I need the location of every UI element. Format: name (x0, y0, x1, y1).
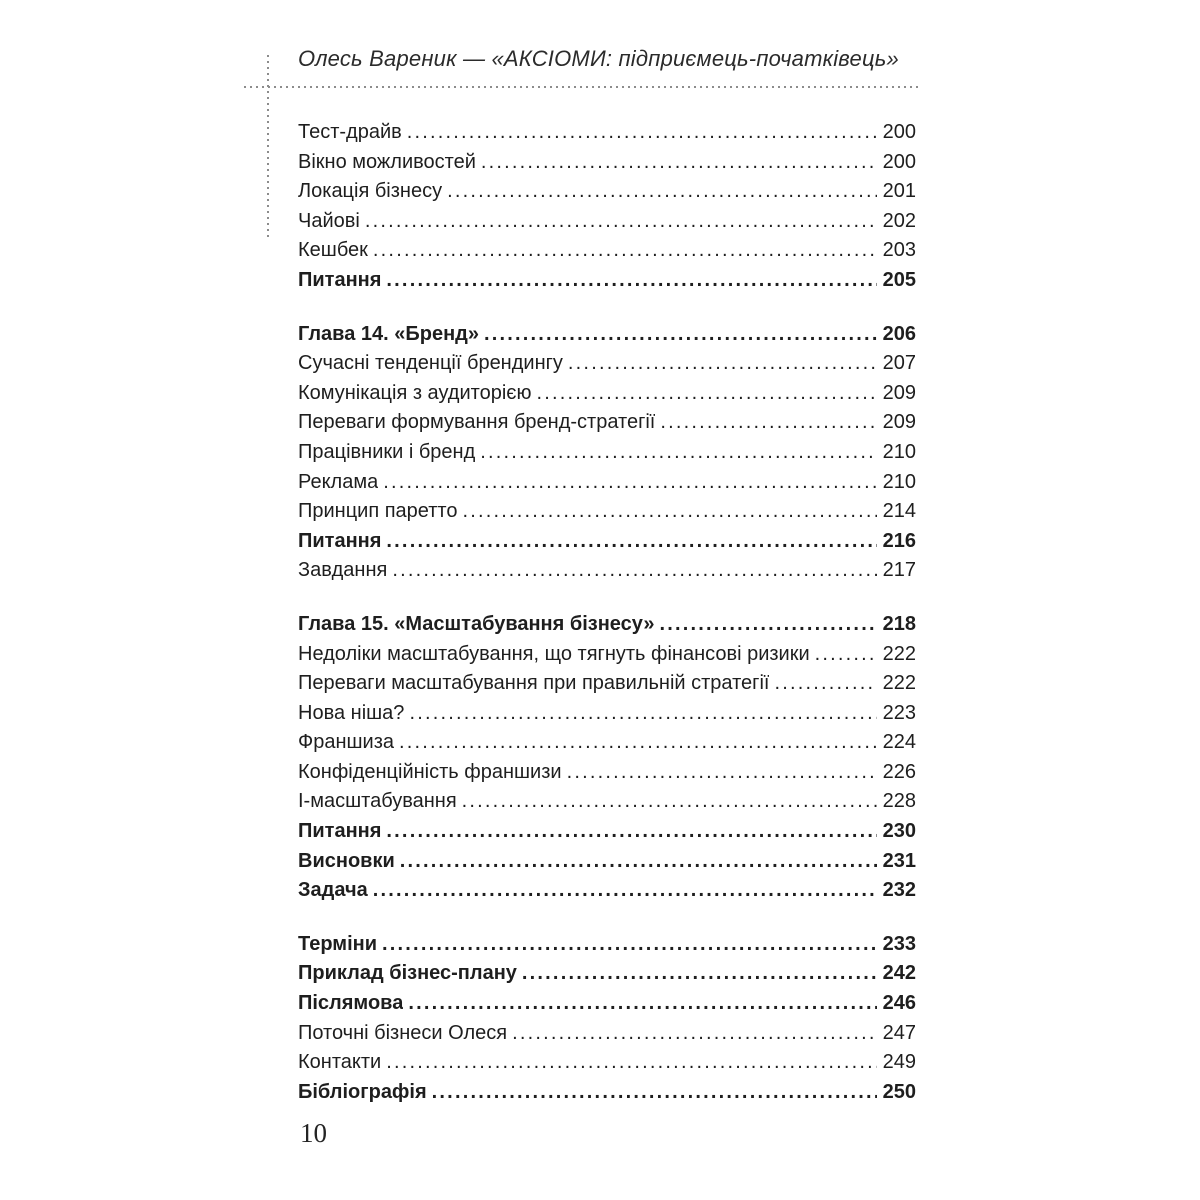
dot-leader (512, 1019, 877, 1049)
toc-entry (298, 118, 916, 148)
toc-entry-page-number: 205 (882, 268, 916, 291)
horizontal-dotted-rule (244, 86, 922, 88)
toc-entry (298, 468, 916, 498)
toc-entry-page-number: 210 (882, 470, 916, 493)
toc-entry-page-number: 224 (882, 731, 916, 754)
toc-entry (298, 497, 916, 527)
toc-entry (298, 640, 916, 670)
toc-entry-page-number: 247 (882, 1021, 916, 1044)
toc-entry (298, 787, 916, 817)
dot-leader (400, 847, 877, 877)
toc-entry-page-number: 226 (882, 760, 916, 783)
toc-entry (298, 989, 916, 1019)
toc-entry-page-number: 228 (882, 790, 916, 813)
toc-entry-label: Реклама (298, 470, 379, 493)
dot-leader (660, 408, 876, 438)
toc-entry-label: Конфіденційність франшизи (298, 760, 562, 783)
dot-leader (373, 236, 877, 266)
dot-leader (386, 817, 876, 847)
toc-entry (298, 817, 916, 847)
toc-entry-page-number: 200 (882, 150, 916, 173)
toc-entry-label: Нова ніша? (298, 701, 405, 724)
toc-section (298, 930, 916, 1108)
folio-page-number: 10 (300, 1118, 327, 1148)
dot-leader (480, 438, 876, 468)
dot-leader (383, 468, 876, 498)
toc-entry (298, 148, 916, 178)
dot-leader (386, 1048, 876, 1078)
toc-entry-page-number: 201 (882, 180, 916, 203)
toc-entry (298, 527, 916, 557)
dot-leader (365, 207, 877, 237)
toc-entry (298, 438, 916, 468)
toc-entry (298, 610, 916, 640)
toc-entry-label: Поточні бізнеси Олеся (298, 1021, 508, 1044)
toc-entry (298, 669, 916, 699)
toc-entry-label: Висновки (298, 849, 395, 872)
toc-entry-page-number: 231 (882, 849, 916, 872)
toc-entry (298, 207, 916, 237)
toc-entry (298, 379, 916, 409)
toc-entry-page-number: 242 (882, 962, 916, 985)
toc-entry-page-number: 232 (882, 879, 916, 902)
toc-entry-page-number: 249 (882, 1051, 916, 1074)
toc-entry-label: Питання (298, 529, 382, 552)
toc-entry-page-number: 214 (882, 500, 916, 523)
dot-leader (815, 640, 877, 670)
toc-entry-page-number: 200 (882, 121, 916, 143)
toc-entry-page-number: 202 (882, 209, 916, 232)
toc-entry-label: Питання (298, 820, 382, 843)
toc-entry-page-number: 223 (882, 701, 916, 724)
toc-entry (298, 930, 916, 960)
toc-entry (298, 699, 916, 729)
dot-leader (432, 1078, 877, 1108)
dot-leader (399, 728, 877, 758)
toc-entry-page-number: 209 (882, 381, 916, 404)
toc-entry (298, 1078, 916, 1108)
dot-leader (774, 669, 876, 699)
dot-leader (382, 930, 877, 960)
dot-leader (386, 266, 876, 296)
toc-entry-label: І-масштабування (298, 790, 457, 813)
dot-leader (481, 148, 877, 178)
toc-entry-page-number: 218 (882, 612, 916, 635)
toc-entry-page-number: 217 (882, 559, 916, 582)
toc-entry (298, 847, 916, 877)
dot-leader (386, 527, 876, 557)
toc-entry-label: Переваги масштабування при правильній стратегії (298, 672, 770, 695)
toc-entry-page-number: 203 (882, 239, 916, 262)
table-of-contents (298, 118, 916, 1107)
dot-leader (567, 758, 877, 788)
toc-entry-page-number: 250 (882, 1080, 916, 1103)
toc-entry (298, 1048, 916, 1078)
dot-leader (407, 118, 877, 148)
toc-entry (298, 758, 916, 788)
toc-entry-page-number: 216 (882, 529, 916, 552)
dot-leader (660, 610, 877, 640)
toc-entry-label: Недоліки масштабування, що тягнуть фінансові ризики (298, 642, 810, 665)
toc-entry (298, 349, 916, 379)
dot-leader (522, 959, 877, 989)
toc-entry (298, 556, 916, 586)
dot-leader (408, 989, 876, 1019)
toc-entry-label: Глава 14. «Бренд» (298, 322, 479, 345)
toc-entry-label: Локація бізнесу (298, 180, 443, 203)
toc-entry-label: Приклад бізнес-плану (298, 962, 517, 985)
toc-entry-label: Питання (298, 268, 382, 291)
toc-entry (298, 266, 916, 296)
dot-leader (373, 876, 877, 906)
toc-entry (298, 876, 916, 906)
dot-leader (484, 320, 877, 350)
toc-section (298, 320, 916, 586)
toc-entry-label: Працівники і бренд (298, 440, 476, 463)
dot-leader (462, 497, 876, 527)
toc-entry-label: Контакти (298, 1051, 382, 1074)
toc-entry (298, 236, 916, 266)
toc-entry-label: Сучасні тенденції брендингу (298, 352, 563, 375)
toc-entry (298, 177, 916, 207)
toc-entry-label: Завдання (298, 559, 388, 582)
dot-leader (462, 787, 877, 817)
toc-entry-label: Чайові (298, 209, 360, 232)
toc-entry-page-number: 246 (882, 992, 916, 1015)
toc-entry-label: Бібліографія (298, 1080, 427, 1103)
toc-entry-page-number: 222 (882, 672, 916, 695)
dot-leader (392, 556, 876, 586)
dot-leader (536, 379, 876, 409)
toc-entry-label: Комунікація з аудиторією (298, 381, 532, 404)
toc-entry-label: Післямова (298, 992, 404, 1015)
toc-entry (298, 408, 916, 438)
toc-entry (298, 320, 916, 350)
toc-entry-page-number: 207 (882, 352, 916, 375)
dot-leader (409, 699, 876, 729)
toc-entry (298, 959, 916, 989)
toc-section (298, 610, 916, 906)
toc-entry-page-number: 210 (882, 440, 916, 463)
toc-entry-label: Франшиза (298, 731, 395, 754)
toc-entry-label: Вікно можливостей (298, 150, 476, 173)
toc-entry-label: Терміни (298, 932, 378, 955)
toc-entry-label: Тест-драйв (298, 121, 402, 143)
toc-entry (298, 1019, 916, 1049)
toc-entry-label: Переваги формування бренд-стратегії (298, 411, 656, 434)
toc-entry-label: Задача (298, 879, 368, 902)
toc-entry-label: Глава 15. «Масштабування бізнесу» (298, 612, 655, 635)
toc-entry-label: Кешбек (298, 239, 368, 262)
toc-entry-page-number: 209 (882, 411, 916, 434)
toc-section (298, 118, 916, 296)
toc-entry (298, 728, 916, 758)
toc-entry-page-number: 233 (882, 932, 916, 955)
dot-leader (568, 349, 877, 379)
toc-entry-page-number: 222 (882, 642, 916, 665)
toc-entry-page-number: 206 (882, 322, 916, 345)
dot-leader (447, 177, 877, 207)
running-header: Олесь Вареник — «АКСІОМИ: підприємець-початківець» (298, 46, 899, 71)
toc-entry-label: Принцип паретто (298, 500, 458, 523)
vertical-dotted-trim-mark (267, 55, 269, 237)
toc-entry-page-number: 230 (882, 820, 916, 843)
